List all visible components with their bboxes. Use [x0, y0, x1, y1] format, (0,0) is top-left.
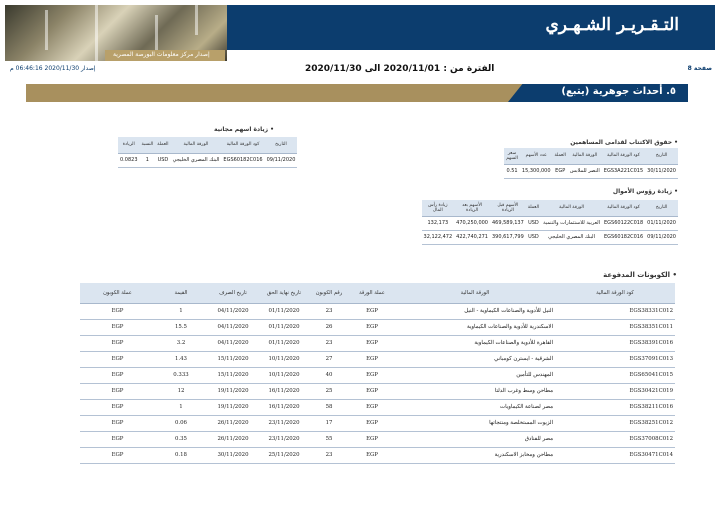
table-cell: EGP — [80, 319, 155, 335]
table-cell: مصر لصناعة الكيماويات — [395, 399, 555, 415]
table-cell: 15/11/2020 — [207, 367, 259, 383]
table-cell: 26/11/2020 — [207, 415, 259, 431]
table-cell: 04/11/2020 — [207, 335, 259, 351]
column-header: عدد الأسهم — [520, 148, 553, 164]
table-cell: EGP — [80, 447, 155, 463]
table-cell: الشرقية - ايسترن كومباني — [395, 351, 555, 367]
subscription-table — [504, 148, 678, 179]
table-cell: العربية للاستثمارات والتنمية — [541, 216, 602, 230]
section-title-text: أحداث جوهرية (يتبع) — [561, 86, 663, 97]
table-cell: 0.0823 — [118, 153, 140, 167]
table-cell: EGP — [80, 335, 155, 351]
table-cell: القاهرة للأدوية والصناعات الكيماوية — [395, 335, 555, 351]
table-row — [80, 303, 675, 319]
table-cell: الاسكندرية للأدوية والصناعات الكيماوية — [395, 319, 555, 335]
table-cell: 15.5 — [155, 319, 207, 335]
table-row — [80, 335, 675, 351]
table-row — [118, 153, 297, 167]
table-cell: 09/11/2020 — [645, 230, 678, 244]
table-cell: EGS38391C016 — [555, 335, 675, 351]
table-row — [80, 415, 675, 431]
table-cell: EGP — [553, 164, 568, 178]
section-header — [26, 84, 688, 102]
table-cell: 0.18 — [155, 447, 207, 463]
column-header: الورقة المالية — [171, 137, 222, 153]
table-cell: EGP — [349, 303, 395, 319]
table-cell: USD — [526, 216, 541, 230]
table-cell: EGP — [349, 431, 395, 447]
column-header: كود الورقة المالية — [555, 283, 675, 303]
table-cell: 01/11/2020 — [259, 319, 309, 335]
table-cell: النصر للملابس — [568, 164, 602, 178]
table-row — [504, 164, 678, 178]
table-cell: 470,250,000 — [454, 216, 490, 230]
table-cell: 3.2 — [155, 335, 207, 351]
table-cell: مصر للفنادق — [395, 431, 555, 447]
table-cell: EGS65041C015 — [555, 367, 675, 383]
table-cell: EGS60182C016 — [221, 153, 264, 167]
free-shares-caption: • زيادة اسهم مجانية — [214, 126, 274, 133]
column-header: عملة الورقة — [349, 283, 395, 303]
column-header: زيادة رأس المال — [422, 200, 455, 216]
table-cell: EGS38331C012 — [555, 303, 675, 319]
table-cell: EGS37091C013 — [555, 351, 675, 367]
table-cell: EGP — [80, 415, 155, 431]
table-row — [80, 351, 675, 367]
table-row — [80, 399, 675, 415]
table-cell: EGP — [80, 431, 155, 447]
table-cell: 422,740,271 — [454, 230, 490, 244]
table-cell: 23 — [309, 335, 349, 351]
section-title — [561, 86, 676, 97]
table-row — [80, 367, 675, 383]
table-cell: 32,122,472 — [422, 230, 455, 244]
table-cell: EGS38211C016 — [555, 399, 675, 415]
table-cell: مطاحن ومخابز الاسكندرية — [395, 447, 555, 463]
column-header: التاريخ — [645, 148, 678, 164]
column-header: تاريخ نهاية الحق — [259, 283, 309, 303]
table-cell: الزيوت المستخلصة ومنتجاتها — [395, 415, 555, 431]
coupons-caption: • الكوبونات المدفوعة — [603, 271, 677, 279]
table-cell: 26/11/2020 — [207, 431, 259, 447]
table-cell: البنك المصري الخليجي — [171, 153, 222, 167]
subscription-caption: • حقوق الاكتتاب لقدامى المساهمين — [570, 139, 678, 146]
table-cell: EGS38251C012 — [555, 415, 675, 431]
table-cell: EGP — [80, 383, 155, 399]
table-cell: 01/11/2020 — [259, 335, 309, 351]
table-cell: USD — [526, 230, 541, 244]
column-header: تاريخ الصرف — [207, 283, 259, 303]
table-cell: 40 — [309, 367, 349, 383]
table-cell: EGP — [349, 447, 395, 463]
column-header: سعر السهم — [504, 148, 520, 164]
table-cell: 23/11/2020 — [259, 431, 309, 447]
table-cell: 1 — [140, 153, 156, 167]
table-cell: 15/11/2020 — [207, 351, 259, 367]
report-banner — [5, 5, 715, 61]
column-header: الأسهم بعد الزيادة — [454, 200, 490, 216]
table-cell: USD — [155, 153, 170, 167]
table-cell: 23 — [309, 447, 349, 463]
table-cell: 10/11/2020 — [259, 367, 309, 383]
table-cell: المهندس للتأمين — [395, 367, 555, 383]
table-cell: EGS60182C016 — [602, 230, 645, 244]
table-cell: 19/11/2020 — [207, 383, 259, 399]
column-header: عملة الكوبون — [80, 283, 155, 303]
table-row — [80, 383, 675, 399]
report-meta — [10, 64, 712, 76]
report-period: الفترة من : 2020/11/01 الى 2020/11/30 — [305, 64, 495, 74]
column-header: القيمة — [155, 283, 207, 303]
table-cell: EGP — [349, 399, 395, 415]
table-cell: 25 — [309, 383, 349, 399]
table-cell: 30/11/2020 — [207, 447, 259, 463]
column-header: العملة — [553, 148, 568, 164]
table-cell: EGP — [80, 351, 155, 367]
column-header: الورقة المالية — [568, 148, 602, 164]
table-cell: EGS38351C011 — [555, 319, 675, 335]
table-cell: 01/11/2020 — [259, 303, 309, 319]
table-row — [422, 216, 678, 230]
table-cell: 58 — [309, 399, 349, 415]
table-cell: 16/11/2020 — [259, 383, 309, 399]
table-cell: 16/11/2020 — [259, 399, 309, 415]
section-number: ٥. — [666, 86, 676, 97]
table-cell: 0.35 — [155, 431, 207, 447]
table-cell: EGP — [349, 415, 395, 431]
table-cell: EGS30421C019 — [555, 383, 675, 399]
table-cell: 30/11/2020 — [645, 164, 678, 178]
column-header: النسبة — [140, 137, 156, 153]
coupons-table — [80, 283, 675, 464]
table-cell: 0.333 — [155, 367, 207, 383]
table-cell: 09/11/2020 — [265, 153, 298, 167]
column-header: التاريخ — [645, 200, 678, 216]
table-cell: 10/11/2020 — [259, 351, 309, 367]
table-cell: 12 — [155, 383, 207, 399]
column-header: رقم الكوبون — [309, 283, 349, 303]
table-cell: 25/11/2020 — [259, 447, 309, 463]
table-cell: 1.43 — [155, 351, 207, 367]
table-cell: 23 — [309, 303, 349, 319]
table-cell: EGP — [349, 351, 395, 367]
table-cell: EGS60122C018 — [602, 216, 645, 230]
capital-caption: • زيادة رؤوس الأموال — [612, 188, 678, 195]
table-cell: EGS30471C014 — [555, 447, 675, 463]
table-cell: 26 — [309, 319, 349, 335]
table-cell: 1 — [155, 303, 207, 319]
table-cell: EGP — [80, 399, 155, 415]
table-cell: 01/11/2020 — [645, 216, 678, 230]
capital-table — [422, 200, 678, 245]
table-cell: 390,617,799 — [490, 230, 526, 244]
table-cell: النيل للأدوية والصناعات الكيماوية - النيل — [395, 303, 555, 319]
table-cell: 04/11/2020 — [207, 303, 259, 319]
table-cell: EGP — [80, 367, 155, 383]
table-cell: 0.51 — [504, 164, 520, 178]
free-shares-table — [118, 137, 297, 168]
table-row — [80, 447, 675, 463]
column-header: كود الورقة المالية — [602, 148, 645, 164]
table-cell: EGP — [349, 319, 395, 335]
column-header: كود الورقة المالية — [602, 200, 645, 216]
table-cell: EGS3A221C015 — [602, 164, 645, 178]
table-row — [422, 230, 678, 244]
table-cell: 04/11/2020 — [207, 319, 259, 335]
report-subtitle: إصدار مركز معلومات البورصة المصرية — [113, 51, 210, 58]
column-header: الزيادة — [118, 137, 140, 153]
table-row — [80, 319, 675, 335]
table-header-row — [422, 200, 678, 216]
table-cell: مطاحن وسط وغرب الدلتا — [395, 383, 555, 399]
column-header: كود الورقة المالية — [221, 137, 264, 153]
issue-timestamp: إصدار 2020/11/30 06:46:16 م — [10, 65, 96, 72]
table-cell: 19/11/2020 — [207, 399, 259, 415]
table-cell: 469,589,137 — [490, 216, 526, 230]
page-number: صفحة 8 — [687, 65, 712, 72]
table-cell: 15,300,000 — [520, 164, 553, 178]
table-cell: 132,173 — [422, 216, 455, 230]
table-cell: 17 — [309, 415, 349, 431]
column-header: العملة — [155, 137, 170, 153]
column-header: الورقة المالية — [395, 283, 555, 303]
table-cell: 0.06 — [155, 415, 207, 431]
column-header: الأسهم قبل الزيادة — [490, 200, 526, 216]
table-cell: البنك المصري الخليجي — [541, 230, 602, 244]
table-cell: EGS37008C012 — [555, 431, 675, 447]
table-header-row — [504, 148, 678, 164]
table-cell: 55 — [309, 431, 349, 447]
table-cell: EGP — [349, 383, 395, 399]
column-header: العملة — [526, 200, 541, 216]
report-title: التـقـريـر الشـهـري — [545, 15, 679, 35]
table-header-row — [80, 283, 675, 303]
table-header-row — [118, 137, 297, 153]
table-cell: EGP — [349, 335, 395, 351]
table-row — [80, 431, 675, 447]
table-cell: EGP — [80, 303, 155, 319]
table-cell: EGP — [349, 367, 395, 383]
table-cell: 27 — [309, 351, 349, 367]
column-header: التاريخ — [265, 137, 298, 153]
table-cell: 1 — [155, 399, 207, 415]
table-cell: 23/11/2020 — [259, 415, 309, 431]
column-header: الورقة المالية — [541, 200, 602, 216]
